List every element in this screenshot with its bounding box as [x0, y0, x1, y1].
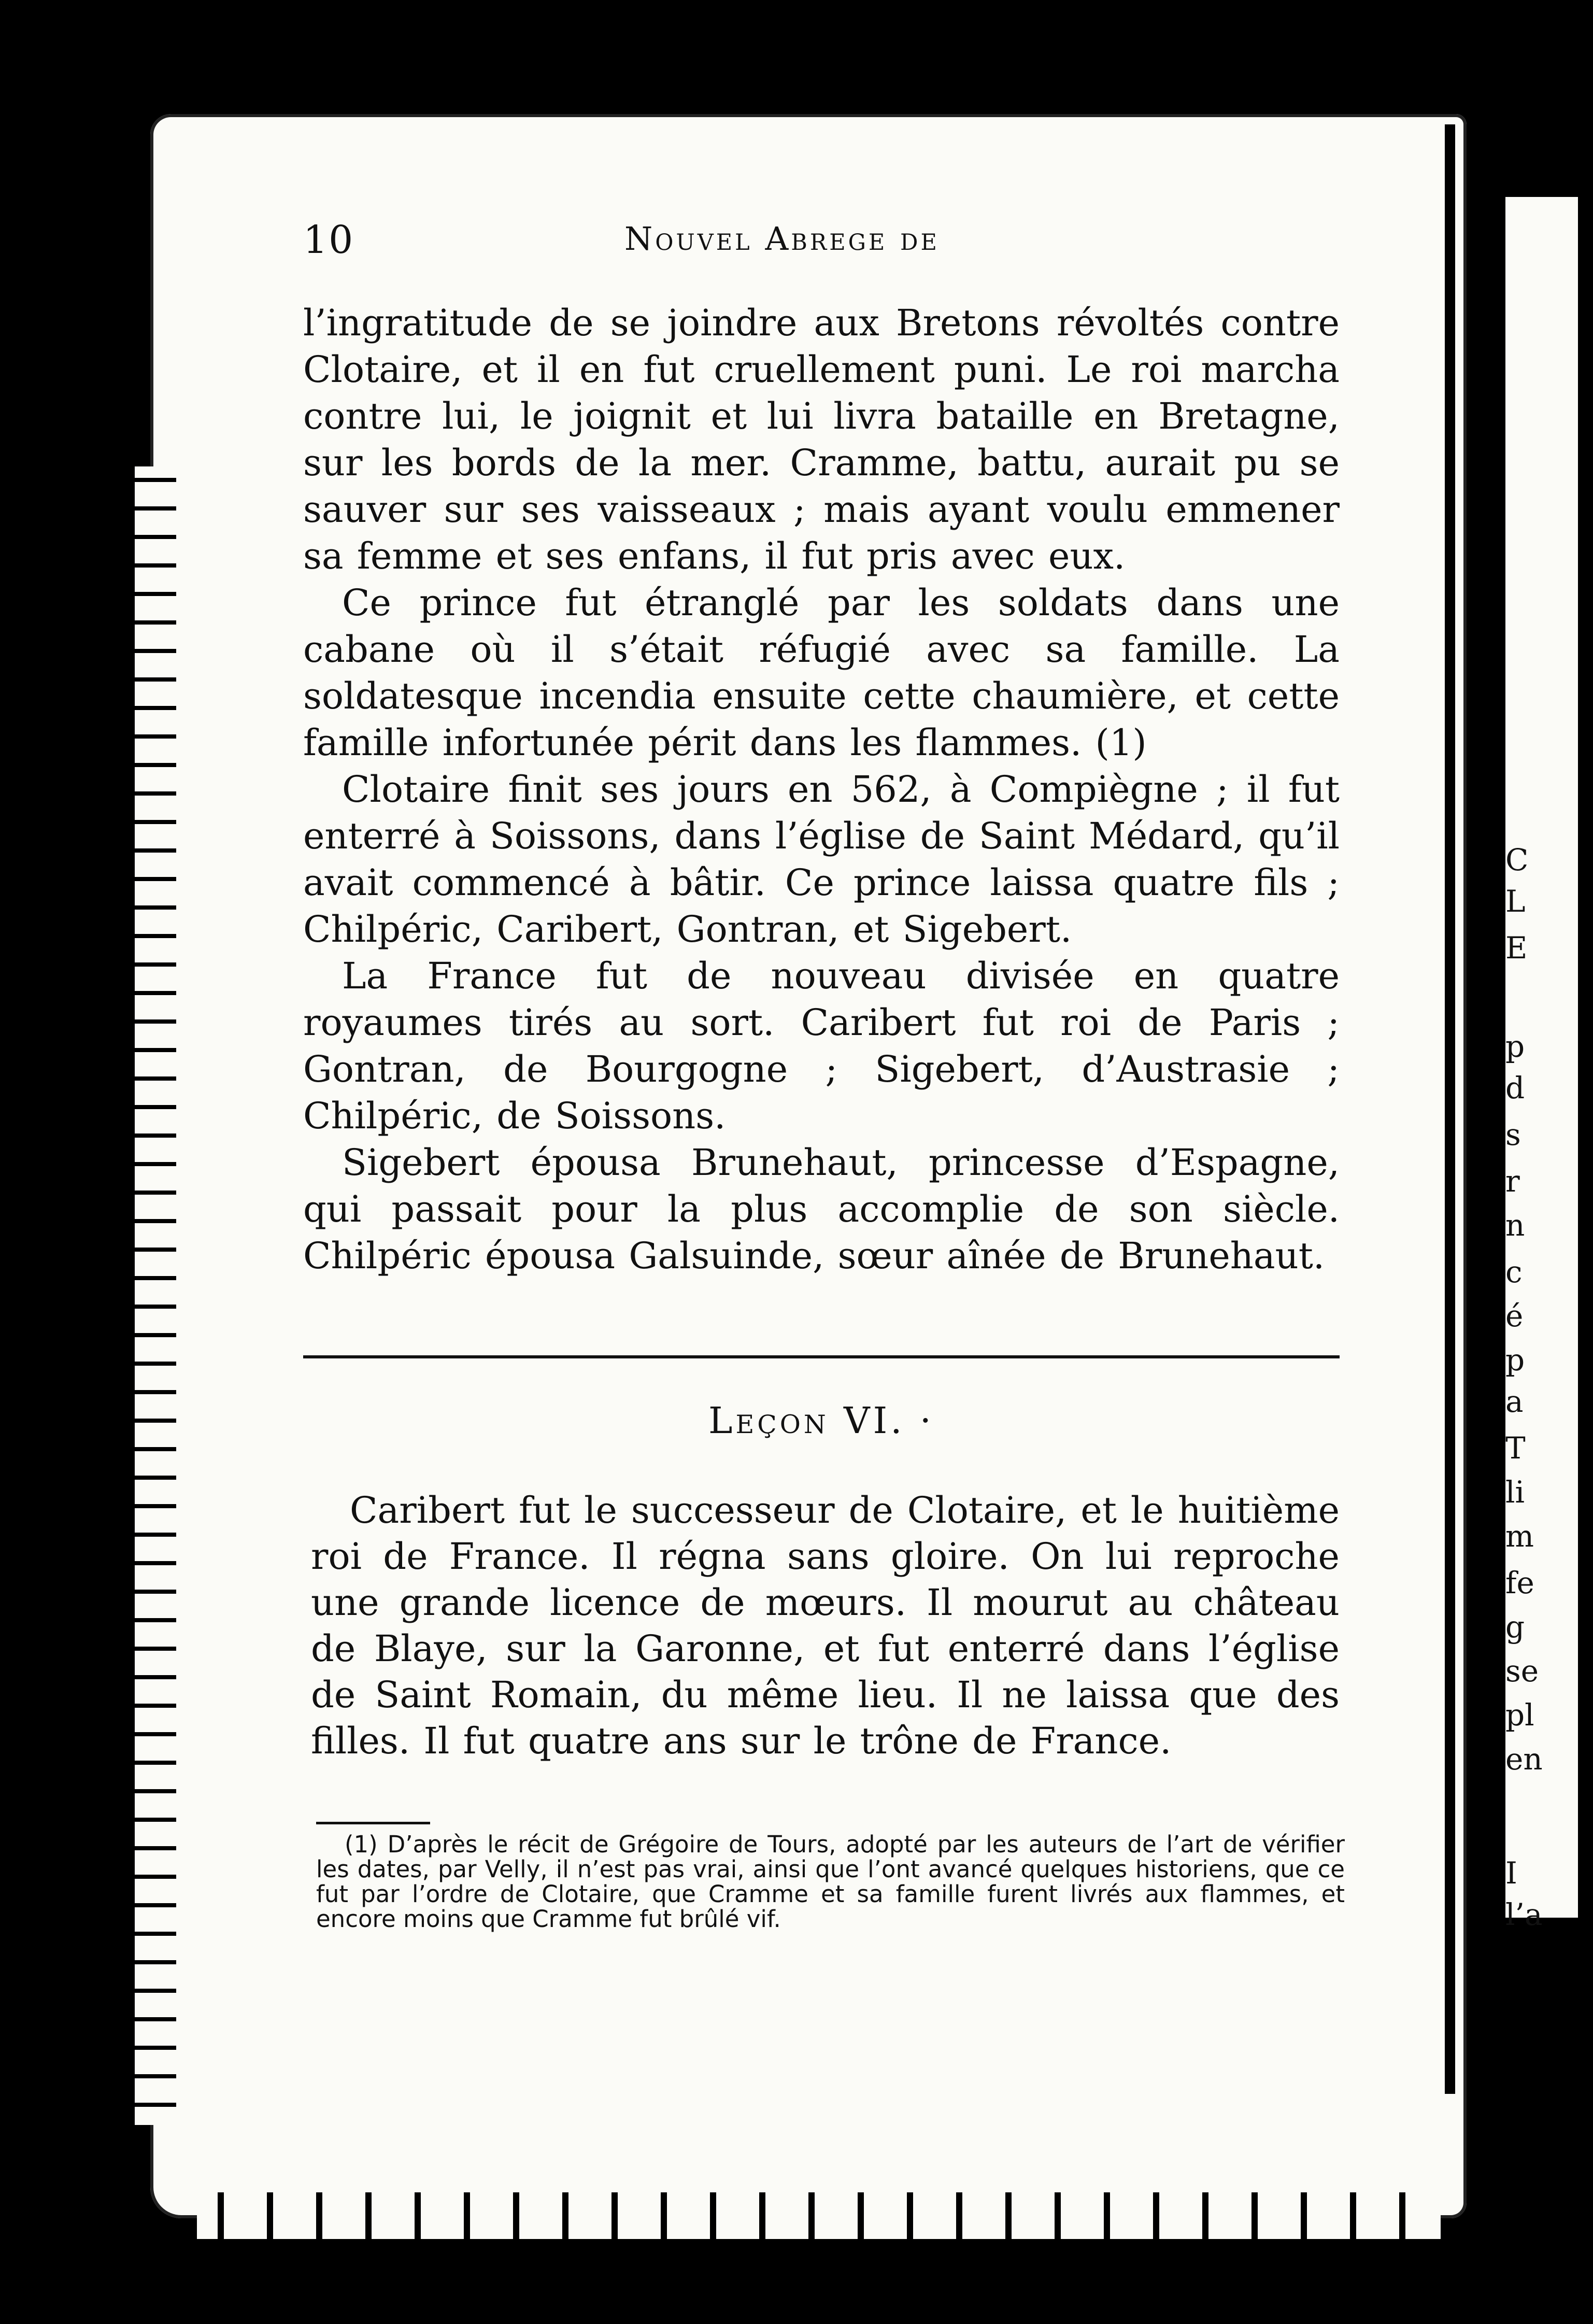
paragraph: Caribert fut le successeur de Clotaire, et le huitième roi de France. Il régna sans gloire. On lui reproche une grande licence de mœurs. Il mourut au château de Blaye, sur la Garonne, et fut enterré dans l’église de Saint Romain, du même lieu. Il ne laissa que des filles. Il fut quatre ans sur le trône de France.	[311, 1489, 1340, 1762]
next-page-fragment: m	[1505, 1519, 1534, 1554]
footnote-text: (1) D’après le récit de Grégoire de Tours, adopté par les auteurs de l’art de vérifier les dates, par Velly, il n’est pas vrai, ainsi que l’ont avancé quelques historiens, que ce fut par l’ordre de Clotaire, que Cramme et sa famille furent livrés aux flammes, et encore moins que Cramme fut brûlé vif.	[316, 1831, 1345, 1933]
next-page-fragment: é	[1505, 1298, 1524, 1334]
main-text	[303, 300, 1340, 1279]
next-page-fragment: s	[1505, 1117, 1521, 1152]
next-page-fragment: p	[1505, 1342, 1525, 1378]
running-title: Nouvel Abrege de	[624, 220, 940, 258]
lesson-text	[311, 1487, 1340, 1764]
next-page-fragment: d	[1505, 1070, 1525, 1106]
lesson-heading: Leçon VI. ·	[708, 1399, 934, 1442]
page-header	[303, 218, 1340, 264]
section-divider	[303, 1355, 1340, 1358]
next-page-fragment: c	[1505, 1254, 1523, 1289]
next-page-sliver	[1505, 197, 1578, 1932]
next-page-fragment: C	[1505, 842, 1529, 877]
next-page-fragment: I	[1505, 1855, 1517, 1891]
paragraph: Sigebert épousa Brunehaut, princesse d’Espagne, qui passait pour la plus accomplie de son siècle. Chilpéric épousa Galsuinde, sœur aînée de Brunehaut.	[303, 1141, 1340, 1277]
page-number: 10	[303, 218, 354, 262]
paragraph: Clotaire finit ses jours en 562, à Compiègne ; il fut enterré à Soissons, dans l’église de Saint Médard, qu’il avait commencé à bâtir. Ce prince laissa quatre fils ; Chilpéric, Caribert, Gontran, et Sigebert.	[303, 768, 1340, 951]
next-page-fragment: E	[1505, 930, 1528, 966]
next-page-fragment: T	[1505, 1430, 1526, 1466]
page-torn-edge-left	[135, 466, 176, 2125]
next-page-fragment: L	[1505, 884, 1526, 919]
next-page-fragment: en	[1505, 1741, 1543, 1777]
binding-gutter	[1445, 124, 1455, 2094]
next-page-fragment: pl	[1505, 1697, 1534, 1733]
next-page-fragment: r	[1505, 1164, 1520, 1199]
footnote-divider	[316, 1822, 430, 1824]
footnote	[316, 1832, 1345, 1932]
paragraph: l’ingratitude de se joindre aux Bretons révoltés contre Clotaire, et il en fut cruellement puni. Le roi marcha contre lui, le joignit et lui livra bataille en Bretagne, sur les bords de la mer. Cramme, battu, aurait pu se sauver sur ses vaisseaux ; mais ayant voulu emmener sa femme et ses enfans, il fut pris avec eux.	[303, 302, 1340, 577]
next-page-fragment: se	[1505, 1653, 1539, 1689]
next-page-fragment: a	[1505, 1384, 1524, 1419]
next-page-fragment: g	[1505, 1609, 1525, 1645]
next-page-fragment: p	[1505, 1029, 1525, 1064]
next-page-fragment: l’a	[1505, 1897, 1543, 1932]
paragraph: La France fut de nouveau divisée en quatre royaumes tirés au sort. Caribert fut roi de Paris ; Gontran, de Bourgogne ; Sigebert, d’Austrasie ; Chilpéric, de Soissons.	[303, 955, 1340, 1137]
next-page-fragment: li	[1505, 1475, 1525, 1510]
next-page-fragment: fe	[1505, 1565, 1534, 1600]
paragraph: Ce prince fut étranglé par les soldats dans une cabane où il s’était réfugié avec sa famille. La soldatesque incendia ensuite cette chaumière, et cette famille infortunée périt dans les flammes. (1)	[303, 582, 1340, 764]
next-page-fragment: n	[1505, 1208, 1525, 1243]
page-torn-edge-bottom	[197, 2192, 1441, 2239]
